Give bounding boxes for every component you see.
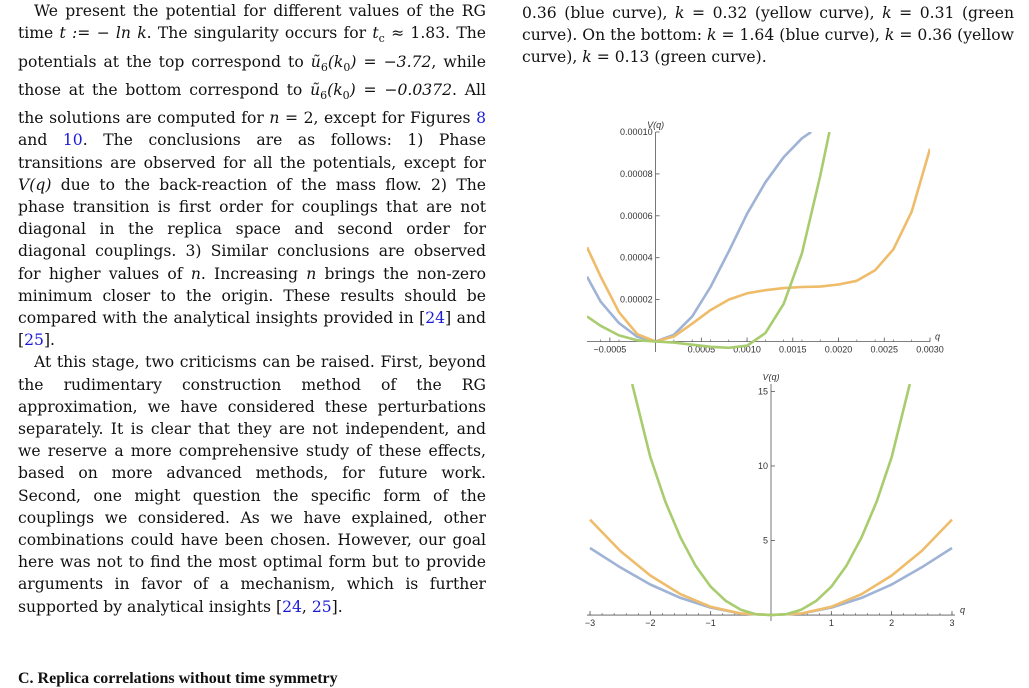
text-run: = 0.32 (yellow curve), <box>684 4 883 22</box>
text-run: = 0.13 (green curve). <box>591 48 767 67</box>
paragraph-criticisms <box>18 351 486 617</box>
subscript: c <box>378 32 385 46</box>
text-run: . Increasing <box>200 264 307 283</box>
math-expression: t := − ln k <box>59 24 147 43</box>
y-tick-label: 0.00010 <box>620 127 653 137</box>
text-run: = 0.36 (yellow curve), <box>522 26 1014 67</box>
paragraph-phase-results <box>18 0 486 351</box>
math-expression: k <box>884 26 895 45</box>
left-text-column <box>18 0 486 618</box>
text-run: = 1.64 (blue curve), <box>716 26 885 45</box>
math-expression: ũ <box>310 80 321 99</box>
y-tick-label: 0.00004 <box>620 252 653 263</box>
y-axis-label: V(q) <box>647 120 665 130</box>
text-run: due to the back-reaction of the mass flow. 2) The phase transition is first order for couplings that are not diagonal in the replica space and second order for diagonal couplings. 3) Similar conclusions are observed for higher values of <box>18 175 486 283</box>
x-axis-label: q <box>960 605 966 616</box>
y-tick-label: 15 <box>757 386 768 397</box>
citation-link[interactable]: 25 <box>24 331 44 350</box>
math-expression: k <box>707 26 717 45</box>
math-expression: k <box>582 48 592 67</box>
text-run: . All the solutions are computed for <box>18 80 486 128</box>
y-tick-label: 10 <box>757 460 768 471</box>
x-tick-label: 1 <box>828 618 834 629</box>
y-axis-label: V(q) <box>762 374 780 382</box>
text-run: . The conclusions are as follows: 1) Phase transitions are observed for all the potentials, except for <box>18 131 486 172</box>
text-run: . The singularity occurs for <box>146 24 373 43</box>
math-expression: n <box>306 264 317 283</box>
text-run: At this stage, two criticisms can be raised. First, beyond the rudimentary construction method of the RG approximation, we have considered these perturbations separately. It is clear that they are not independent, and we reserve a more comprehensive study of these effects, based on more advanced methods, for future work. Second, one might question the specific form of the couplings we considered. As we have explained, other combinations could have been chosen. However, our goal here was not to find the most optimal form but to provide arguments in favor of a mechanism, which is further supported by analytical insights [ <box>18 353 486 616</box>
x-tick-label: 0.0010 <box>733 344 761 355</box>
x-tick-label: −2 <box>645 618 656 629</box>
citation-link[interactable]: 25 <box>311 597 332 616</box>
math-expression: k <box>882 4 892 22</box>
caption-text <box>522 2 1014 69</box>
x-tick-label: 0.0030 <box>916 344 944 355</box>
x-tick-label: 3 <box>949 618 955 629</box>
x-tick-label: 0.0025 <box>870 344 899 355</box>
subscript: 6 <box>320 88 328 102</box>
subscript: 6 <box>320 60 328 74</box>
text-run: We present the potential for different values of the RG time <box>18 2 486 43</box>
subscript: 0 <box>342 88 350 102</box>
text-run: = 0.31 (green curve). On the bottom: <box>522 4 1014 45</box>
math-expression: (k <box>327 80 343 99</box>
text-run: ]. <box>331 597 343 616</box>
x-tick-label: −0.0005 <box>593 344 627 355</box>
math-expression: (k <box>327 52 344 71</box>
math-expression: t <box>372 24 379 43</box>
blue-curve <box>587 132 811 342</box>
y-tick-label: 0.00002 <box>620 294 653 305</box>
math-expression: ) = −3.72 <box>350 52 432 71</box>
text-run: 0.36 (blue curve), <box>522 4 675 22</box>
text-run: and <box>18 131 63 150</box>
x-tick-label: 0.0015 <box>779 344 807 355</box>
citation-link[interactable]: 10 <box>62 131 83 150</box>
y-tick-label: 0.00008 <box>620 168 653 179</box>
math-expression: k <box>674 4 685 22</box>
text-run: ≈ 1.83. The potentials at the top correspond to <box>18 24 486 71</box>
math-expression: ũ <box>310 52 321 71</box>
section-heading: C. Replica correlations without time symmetry <box>18 670 338 687</box>
citation-link[interactable]: 24 <box>425 308 446 327</box>
potential-chart-bottom <box>560 374 1020 636</box>
figure-caption <box>522 2 1014 69</box>
subscript: 0 <box>343 60 351 74</box>
x-tick-label: 0.0020 <box>824 344 853 355</box>
text-run: brings the non-zero minimum closer to the origin. These results should be compared with the analytical insights provided in [ <box>18 264 486 327</box>
math-expression: n <box>269 109 280 128</box>
text-run: ]. <box>43 331 55 350</box>
y-tick-label: 5 <box>762 535 768 546</box>
x-tick-label: −1 <box>705 618 716 629</box>
citation-link[interactable]: 8 <box>476 109 486 128</box>
text-run: , <box>301 597 312 616</box>
x-axis-label: q <box>935 331 941 342</box>
math-expression: V(q) <box>18 175 52 194</box>
math-expression: n <box>190 264 201 283</box>
citation-link[interactable]: 24 <box>282 597 302 616</box>
x-tick-label: 0.0005 <box>687 344 716 355</box>
math-expression: ) = −0.0372 <box>349 80 453 99</box>
text-run: ] and [ <box>18 308 486 350</box>
y-tick-label: 0.00006 <box>620 210 653 221</box>
x-tick-label: −3 <box>584 618 596 629</box>
x-tick-label: 2 <box>889 618 895 629</box>
text-run: , while those at the bottom correspond to <box>18 52 486 99</box>
potential-chart-top <box>560 112 1020 374</box>
text-run: = 2, except for Figures <box>279 109 477 128</box>
